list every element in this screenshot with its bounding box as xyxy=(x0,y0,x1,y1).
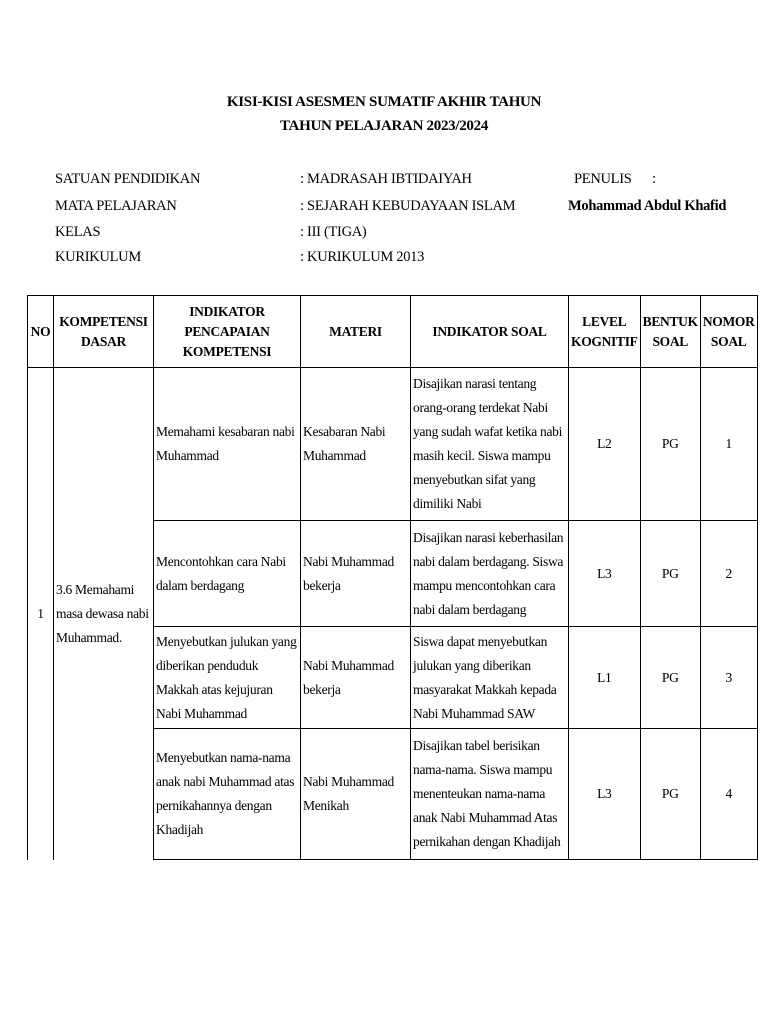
header-materi: MATERI xyxy=(301,296,411,368)
satuan-value: : MADRASAH IBTIDAIYAH xyxy=(300,171,472,187)
level-kognitif-cell: L1 xyxy=(569,627,641,729)
header-level-kognitif: LEVEL KOGNITIF xyxy=(569,296,641,368)
header-kompetensi-dasar: KOMPETENSI DASAR xyxy=(54,296,154,368)
materi-cell: Nabi Muhammad bekerja xyxy=(301,627,411,729)
header-indikator-soal: INDIKATOR SOAL xyxy=(411,296,569,368)
header-indikator-pencapaian: INDIKATOR PENCAPAIAN KOMPETENSI xyxy=(154,296,301,368)
header-bentuk-soal: BENTUK SOAL xyxy=(640,296,700,368)
indikator-soal-cell: Disajikan tabel berisikan nama-nama. Siswa mampu menenteukan nama-nama anak Nabi Muhammad Atas pernikahan dengan Khadijah xyxy=(411,729,569,860)
document-title: KISI-KISI ASESMEN SUMATIF AKHIR TAHUN xyxy=(226,94,542,110)
nomor-soal-cell: 4 xyxy=(700,729,757,860)
kelas-label: KELAS xyxy=(55,224,101,240)
bentuk-soal-cell: PG xyxy=(640,729,700,860)
bentuk-soal-cell: PG xyxy=(640,521,700,627)
kelas-value: : III (TIGA) xyxy=(300,224,367,240)
penulis-label: PENULIS xyxy=(574,171,632,187)
materi-cell: Nabi Muhammad Menikah xyxy=(301,729,411,860)
satuan-label: SATUAN PENDIDIKAN xyxy=(55,171,201,187)
nomor-soal-cell: 3 xyxy=(700,627,757,729)
indikator-pencapaian-cell: Memahami kesabaran nabi Muhammad xyxy=(154,368,301,521)
table-row xyxy=(28,368,758,521)
penulis-colon: : xyxy=(652,171,656,187)
mapel-label: MATA PELAJARAN xyxy=(55,198,177,214)
indikator-soal-cell: Disajikan narasi tentang orang-orang terdekat Nabi yang sudah wafat ketika nabi masih kecil. Siswa mampu menyebutkan sifat yang dimiliki Nabi xyxy=(411,368,569,521)
nomor-soal-cell: 1 xyxy=(700,368,757,521)
indikator-pencapaian-cell: Menyebutkan julukan yang diberikan penduduk Makkah atas kejujuran Nabi Muhammad xyxy=(154,627,301,729)
materi-cell: Nabi Muhammad bekerja xyxy=(301,521,411,627)
mapel-value: : SEJARAH KEBUDAYAAN ISLAM xyxy=(300,198,516,214)
indikator-pencapaian-cell: Mencontohkan cara Nabi dalam berdagang xyxy=(154,521,301,627)
indikator-soal-cell: Siswa dapat menyebutkan julukan yang diberikan masyarakat Makkah kepada Nabi Muhammad SAW xyxy=(411,627,569,729)
level-kognitif-cell: L3 xyxy=(569,729,641,860)
level-kognitif-cell: L3 xyxy=(569,521,641,627)
row-number: 1 xyxy=(28,368,54,860)
indikator-pencapaian-cell: Menyebutkan nama-nama anak nabi Muhammad atas pernikahannya dengan Khadijah xyxy=(154,729,301,860)
kompetensi-dasar-cell: 3.6 Memahami masa dewasa nabi Muhammad. xyxy=(54,368,154,860)
kisi-kisi-table xyxy=(27,295,758,860)
header-no: NO xyxy=(28,296,54,368)
header-nomor-soal: NOMOR SOAL xyxy=(700,296,757,368)
table-header-row xyxy=(28,296,758,368)
bentuk-soal-cell: PG xyxy=(640,368,700,521)
kurikulum-label: KURIKULUM xyxy=(55,249,141,265)
nomor-soal-cell: 2 xyxy=(700,521,757,627)
document-subtitle: TAHUN PELAJARAN 2023/2024 xyxy=(279,118,489,134)
penulis-name: Mohammad Abdul Khafid xyxy=(568,198,727,214)
level-kognitif-cell: L2 xyxy=(569,368,641,521)
bentuk-soal-cell: PG xyxy=(640,627,700,729)
materi-cell: Kesabaran Nabi Muhammad xyxy=(301,368,411,521)
indikator-soal-cell: Disajikan narasi keberhasilan nabi dalam berdagang. Siswa mampu mencontohkan cara nabi dalam berdagang xyxy=(411,521,569,627)
kurikulum-value: : KURIKULUM 2013 xyxy=(300,249,425,265)
